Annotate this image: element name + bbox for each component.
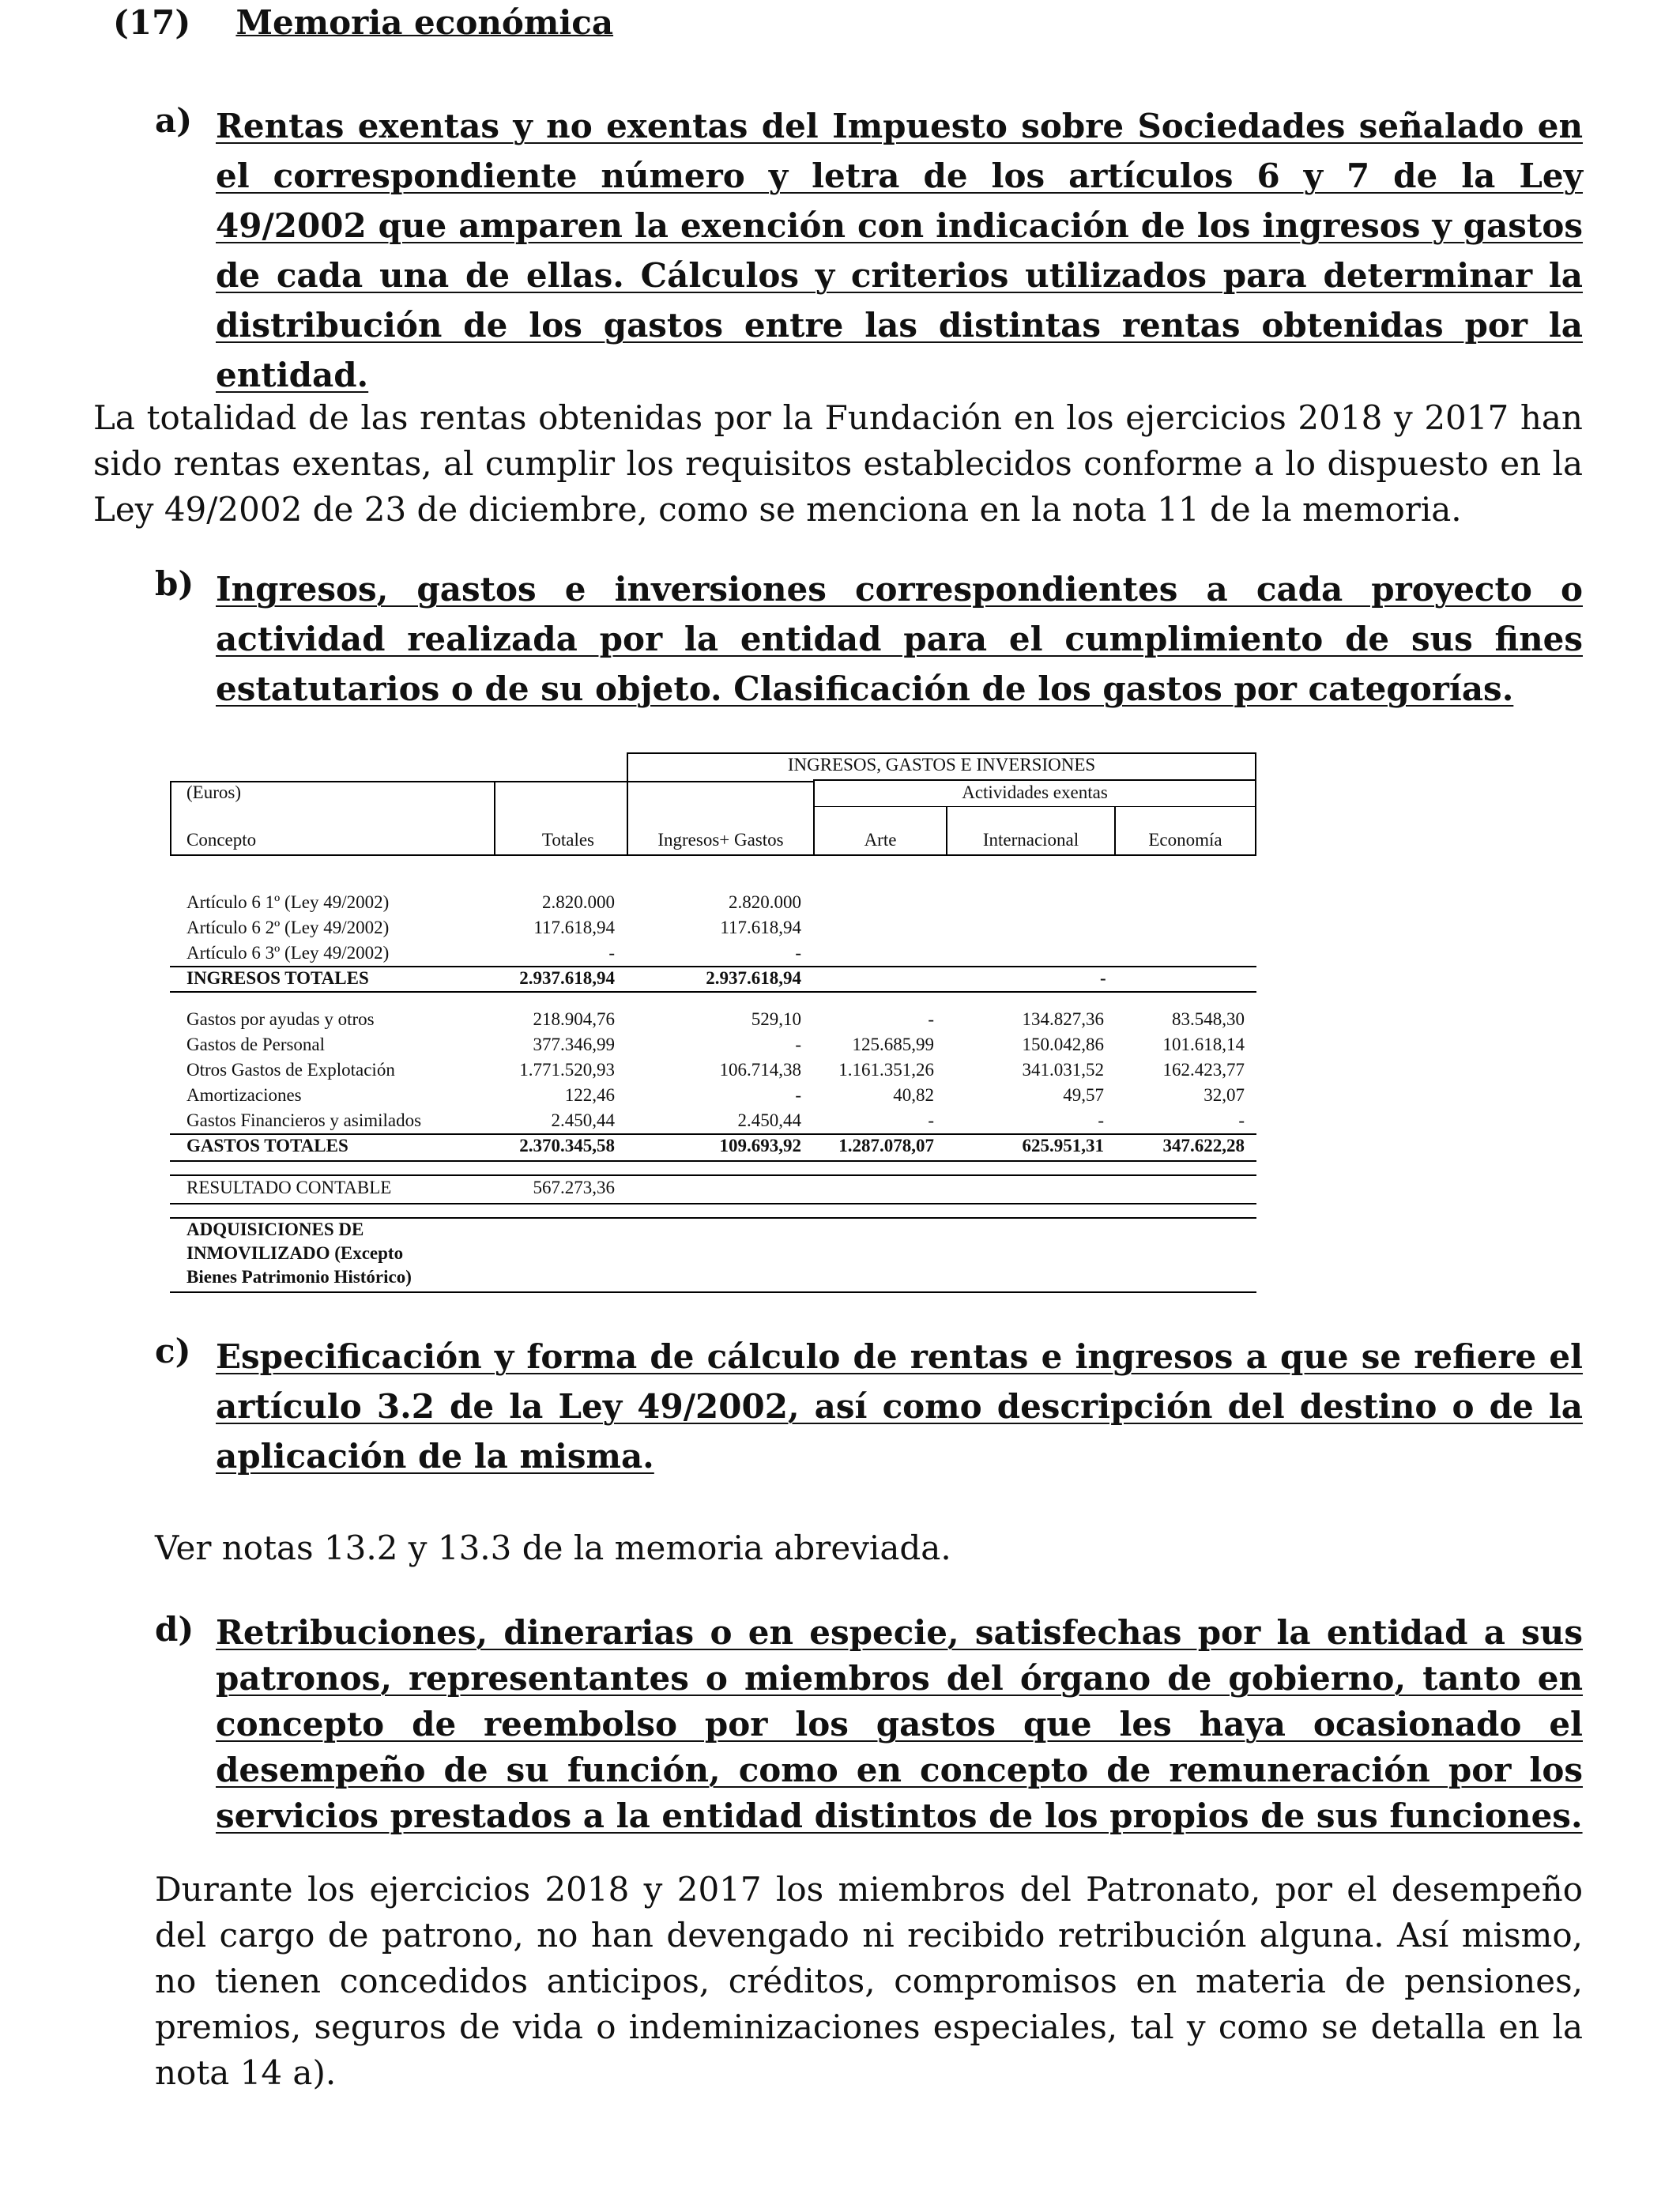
table-row-concept: Otros Gastos de Explotación bbox=[186, 1060, 395, 1080]
table-header-subgroup: Actividades exentas bbox=[962, 782, 1108, 802]
table-row-concept: Amortizaciones bbox=[186, 1085, 302, 1105]
section-title bbox=[113, 3, 613, 42]
table-row-concept: Gastos por ayudas y otros bbox=[186, 1009, 375, 1029]
table-row-concept: Gastos Financieros y asimilados bbox=[186, 1110, 422, 1130]
table-row-arte: 125.685,99 bbox=[852, 1035, 934, 1054]
table-row-concept: Artículo 6 3º (Ley 49/2002) bbox=[186, 943, 390, 963]
expense-total-economia: 347.622,28 bbox=[1162, 1136, 1245, 1155]
table-row-arte: 1.161.351,26 bbox=[838, 1060, 934, 1080]
table-row-economia: 83.548,30 bbox=[1172, 1009, 1245, 1029]
table-row-totales: 2.820.000 bbox=[542, 892, 615, 912]
table-row-concept: Gastos de Personal bbox=[186, 1035, 326, 1054]
table-row-totales: 218.904,76 bbox=[533, 1009, 615, 1029]
table-row-ig: - bbox=[795, 943, 801, 963]
acquisitions-line: INMOVILIZADO (Excepto bbox=[186, 1243, 404, 1263]
section-a-heading: Rentas exentas y no exentas del Impuesto sobre Sociedades señalado en el correspondiente número y letra de los artículos 6 y 7 de la Ley 49/2002 que amparen la exención con indicación de los ingresos y gastos de cada una de ellas. Cálculos y criterios utilizados para determinar la distribución de los gastos entre las distintas rentas obtenidas por la entidad. bbox=[216, 107, 1583, 394]
table-row-internacional: 134.827,36 bbox=[1022, 1009, 1104, 1029]
expense-total-arte: 1.287.078,07 bbox=[838, 1136, 934, 1155]
table-row-totales: - bbox=[608, 943, 615, 963]
table-row-arte: - bbox=[928, 1110, 934, 1130]
table-header-group: INGRESOS, GASTOS E INVERSIONES bbox=[787, 755, 1096, 775]
table-row-ig: 2.820.000 bbox=[729, 892, 801, 912]
section-c-letter: c) bbox=[155, 1332, 191, 1370]
acquisitions-line: Bienes Patrimonio Histórico) bbox=[186, 1267, 412, 1287]
income-total-totales: 2.937.618,94 bbox=[519, 968, 615, 988]
table-row-concept: Artículo 6 1º (Ley 49/2002) bbox=[186, 892, 390, 912]
section-b-heading: Ingresos, gastos e inversiones correspondientes a cada proyecto o actividad realizada por la entidad para el cumplimiento de sus fines estatutarios o de su objeto. Clasificación de los gastos por categorías. bbox=[216, 570, 1583, 708]
expense-total-internacional: 625.951,31 bbox=[1022, 1136, 1104, 1155]
section-d-body: Durante los ejercicios 2018 y 2017 los miembros del Patronato, por el desempeño del cargo de patrono, no han devengado ni recibido retribución alguna. Así mismo, no tienen concedidos anticipos, créditos, compromisos en materia de pensiones, premios, seguros de vida o indeminizaciones especiales, tal y como se detalla en la nota 14 a). bbox=[155, 1870, 1583, 2092]
col-header-economia: Economía bbox=[1148, 830, 1222, 850]
col-header-concepto: Concepto bbox=[186, 830, 257, 850]
table-row-totales: 2.450,44 bbox=[551, 1110, 615, 1130]
table-row-economia: 32,07 bbox=[1203, 1085, 1245, 1105]
section-d-letter: d) bbox=[155, 1610, 194, 1649]
table-row-economia: 101.618,14 bbox=[1162, 1035, 1245, 1054]
expense-total-concept: GASTOS TOTALES bbox=[186, 1136, 348, 1155]
table-row-internacional: 150.042,86 bbox=[1022, 1035, 1104, 1054]
table-row-ig: 2.450,44 bbox=[737, 1110, 801, 1130]
income-total-ig: 2.937.618,94 bbox=[706, 968, 801, 988]
table-row-economia: 162.423,77 bbox=[1162, 1060, 1245, 1080]
section-c-body: Ver notas 13.2 y 13.3 de la memoria abreviada. bbox=[155, 1529, 951, 1567]
expense-total-ig: 109.693,92 bbox=[719, 1136, 801, 1155]
col-header-internacional: Internacional bbox=[982, 830, 1079, 850]
table-row-totales: 377.346,99 bbox=[533, 1035, 615, 1054]
income-total-internacional: - bbox=[1100, 968, 1106, 988]
table-row-internacional: - bbox=[1098, 1110, 1104, 1130]
table-row-economia: - bbox=[1238, 1110, 1245, 1130]
table-row-internacional: 341.031,52 bbox=[1022, 1060, 1104, 1080]
col-header-ingresos-gastos: Ingresos+ Gastos bbox=[657, 830, 784, 850]
col-header-totales: Totales bbox=[541, 830, 594, 850]
table-row-ig: - bbox=[795, 1035, 801, 1054]
table-row-internacional: 49,57 bbox=[1063, 1085, 1104, 1105]
section-d-heading: Retribuciones, dinerarias o en especie, satisfechas por la entidad a sus patronos, representantes o miembros del órgano de gobierno, tanto en concepto de reembolso por los gastos que les haya ocasionado el desempeño de su función, como en concepto de remuneración por los servicios prestados a la entidad distintos de los propios de sus funciones. bbox=[216, 1613, 1583, 1835]
section-a-letter: a) bbox=[155, 101, 193, 140]
section-c-heading: Especificación y forma de cálculo de rentas e ingresos a que se refiere el artículo 3.2 de la Ley 49/2002, así como descripción del destino o de la aplicación de la misma. bbox=[216, 1337, 1583, 1476]
table-row-arte: - bbox=[928, 1009, 934, 1029]
table-row-totales: 122,46 bbox=[564, 1085, 615, 1105]
col-header-arte: Arte bbox=[864, 830, 897, 850]
expense-total-totales: 2.370.345,58 bbox=[519, 1136, 615, 1155]
section-b-letter: b) bbox=[155, 564, 194, 603]
result-totales: 567.273,36 bbox=[533, 1178, 615, 1197]
result-concept: RESULTADO CONTABLE bbox=[186, 1178, 392, 1197]
table-row-ig: 529,10 bbox=[751, 1009, 801, 1029]
table-row-ig: - bbox=[795, 1085, 801, 1105]
section-title-text: Memoria económica bbox=[235, 3, 614, 42]
table-row-arte: 40,82 bbox=[893, 1085, 934, 1105]
section-a-body: La totalidad de las rentas obtenidas por la Fundación en los ejercicios 2018 y 2017 han sido rentas exentas, al cumplir los requisitos establecidos conforme a lo dispuesto en la Ley 49/2002 de 23 de diciembre, como se menciona en la nota 11 de la memoria. bbox=[93, 398, 1583, 529]
table-row-concept: Artículo 6 2º (Ley 49/2002) bbox=[186, 918, 390, 937]
income-total-concept: INGRESOS TOTALES bbox=[186, 968, 369, 988]
table-row-ig: 106.714,38 bbox=[719, 1060, 801, 1080]
table-units: (Euros) bbox=[186, 782, 241, 802]
section-number: (17) bbox=[113, 3, 191, 42]
acquisitions-line: ADQUISICIONES DE bbox=[186, 1220, 364, 1239]
table-row-ig: 117.618,94 bbox=[720, 918, 801, 937]
table-row-totales: 117.618,94 bbox=[533, 918, 615, 937]
table-row-totales: 1.771.520,93 bbox=[519, 1060, 615, 1080]
